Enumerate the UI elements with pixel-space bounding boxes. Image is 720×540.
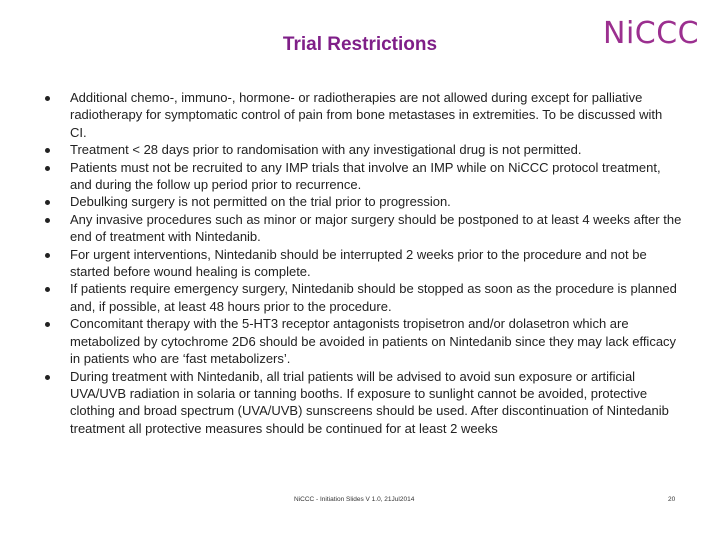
list-item (42, 315, 682, 367)
bullet-icon (45, 96, 50, 101)
bullet-icon (45, 218, 50, 223)
list-item (42, 368, 682, 438)
bullet-icon (45, 287, 50, 292)
list-item-text: During treatment with Nintedanib, all trial patients will be advised to avoid sun exposure or artificial UVA/UVB radiation in solaria or tanning booths. If exposure to sunlight cannot be avoided, protective clothing and broad spectrum (UVA/UVB) sunscreens should be used. After discontinuation of Nintedanib treatment all protective measures should be continued for at least 2 weeks (70, 368, 669, 436)
slide-title: Trial Restrictions (282, 34, 438, 55)
bullet-icon (45, 322, 50, 327)
list-item-text: Concomitant therapy with the 5-HT3 receptor antagonists tropisetron and/or dolasetron which are metabolized by cytochrome 2D6 should be avoided in patients on Nintedanib since they may lack efficacy in patients who are ‘fast metabolizers’. (70, 316, 677, 367)
niccc-logo: NiCCC (603, 16, 700, 51)
list-item-text: For urgent interventions, Nintedanib should be interrupted 2 weeks prior to the procedure and not be started before wound healing is complete. (70, 246, 647, 280)
list-item (42, 159, 682, 194)
list-item (42, 193, 682, 210)
list-item-text: Treatment < 28 days prior to randomisation with any investigational drug is not permitted. (70, 142, 582, 158)
list-item (42, 141, 682, 158)
bullet-icon (45, 148, 50, 153)
bullet-icon (45, 253, 50, 258)
bullet-icon (45, 200, 50, 205)
list-item-text: Additional chemo-, immuno-, hormone- or radiotherapies are not allowed during except for palliative radiotherapy for symptomatic control of pain from bone metastases in extremities. To be discussed with CI. (70, 90, 663, 140)
list-item (42, 246, 682, 281)
list-item (42, 211, 682, 246)
bullet-icon (45, 166, 50, 171)
restrictions-list (42, 89, 682, 437)
bullet-icon (45, 375, 50, 380)
slide-footer: NiCCC - Initiation Slides V 1.0, 21Jul2014 (294, 496, 415, 503)
list-item (42, 89, 682, 141)
list-item-text: Debulking surgery is not permitted on the trial prior to progression. (70, 194, 451, 210)
list-item-text: Any invasive procedures such as minor or major surgery should be postponed to at least 4 weeks after the end of treatment with Nintedanib. (70, 211, 682, 245)
list-item (42, 280, 682, 315)
list-item-text: If patients require emergency surgery, Nintedanib should be stopped as soon as the procedure is planned and, if possible, at least 48 hours prior to the procedure. (70, 281, 677, 314)
list-item-text: Patients must not be recruited to any IMP trials that involve an IMP while on NiCCC protocol treatment, and during the follow up period prior to recurrence. (70, 159, 661, 193)
page-number: 20 (668, 496, 676, 503)
